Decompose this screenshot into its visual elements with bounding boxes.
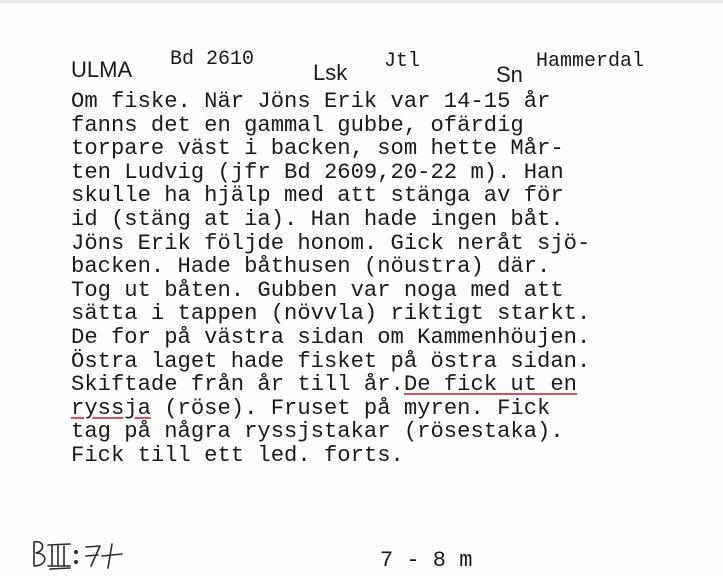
text-segment: backen. Hade båthusen (nöustra) där. (71, 254, 551, 280)
text-segment: (röse). Fruset på myren. Fick (150, 395, 551, 421)
text-line (71, 444, 590, 468)
text-segment: id (stäng at ia). Han hade ingen båt. (71, 206, 564, 232)
parish-value: Hammerdal (536, 50, 645, 73)
text-line (71, 184, 590, 208)
card-top-edge (0, 0, 723, 3)
text-line (71, 90, 590, 114)
text-line (71, 326, 590, 350)
text-line (71, 302, 590, 326)
text-segment: fanns det en gammal gubbe, ofärdig (71, 112, 524, 138)
record-id: Bd 2610 (170, 48, 255, 71)
county-value: Jtl (384, 50, 421, 73)
text-line (71, 232, 590, 256)
page-range: 7 - 8 m (380, 548, 473, 573)
text-line (71, 373, 590, 397)
text-segment: torpare väst i backen, som hette Mår- (71, 136, 564, 162)
parish-label: Sn (496, 62, 523, 87)
text-segment: Tog ut båten. Gubben var noga med att (71, 277, 564, 303)
text-line (71, 397, 590, 421)
text-segment: ten Ludvig (jfr Bd 2609,20-22 m). Han (71, 159, 564, 185)
text-segment: Jöns Erik följde honom. Gick neråt sjö- (71, 230, 591, 256)
underlined-text: ryssja (71, 395, 151, 421)
handwritten-mark (30, 538, 150, 574)
text-segment: Skiftade från år till år. (71, 372, 404, 398)
text-segment: Östra laget hade fisket på östra sidan. (71, 348, 591, 374)
county-label: Lsk (313, 60, 348, 85)
text-segment: sätta i tappen (növvla) riktigt starkt. (71, 301, 591, 327)
text-line (71, 114, 590, 138)
underlined-text: De fick ut en (403, 372, 577, 398)
dialect-label: ULMA (71, 57, 133, 82)
text-line (71, 420, 590, 444)
text-line (71, 279, 590, 303)
text-line (71, 137, 590, 161)
text-line (71, 208, 590, 232)
text-segment: De for på västra sidan om Kammenhöujen. (71, 324, 591, 350)
text-line (71, 350, 590, 374)
text-segment: Fick till ett led. forts. (71, 442, 404, 468)
text-segment: Om fiske. När Jöns Erik var 14-15 år (71, 89, 551, 114)
text-line (71, 255, 590, 279)
card-body-text (71, 90, 590, 468)
text-segment: tag på några ryssjstakar (rösestaka). (71, 419, 564, 445)
text-line (71, 161, 590, 185)
text-segment: skulle ha hjälp med att stänga av för (71, 183, 564, 209)
